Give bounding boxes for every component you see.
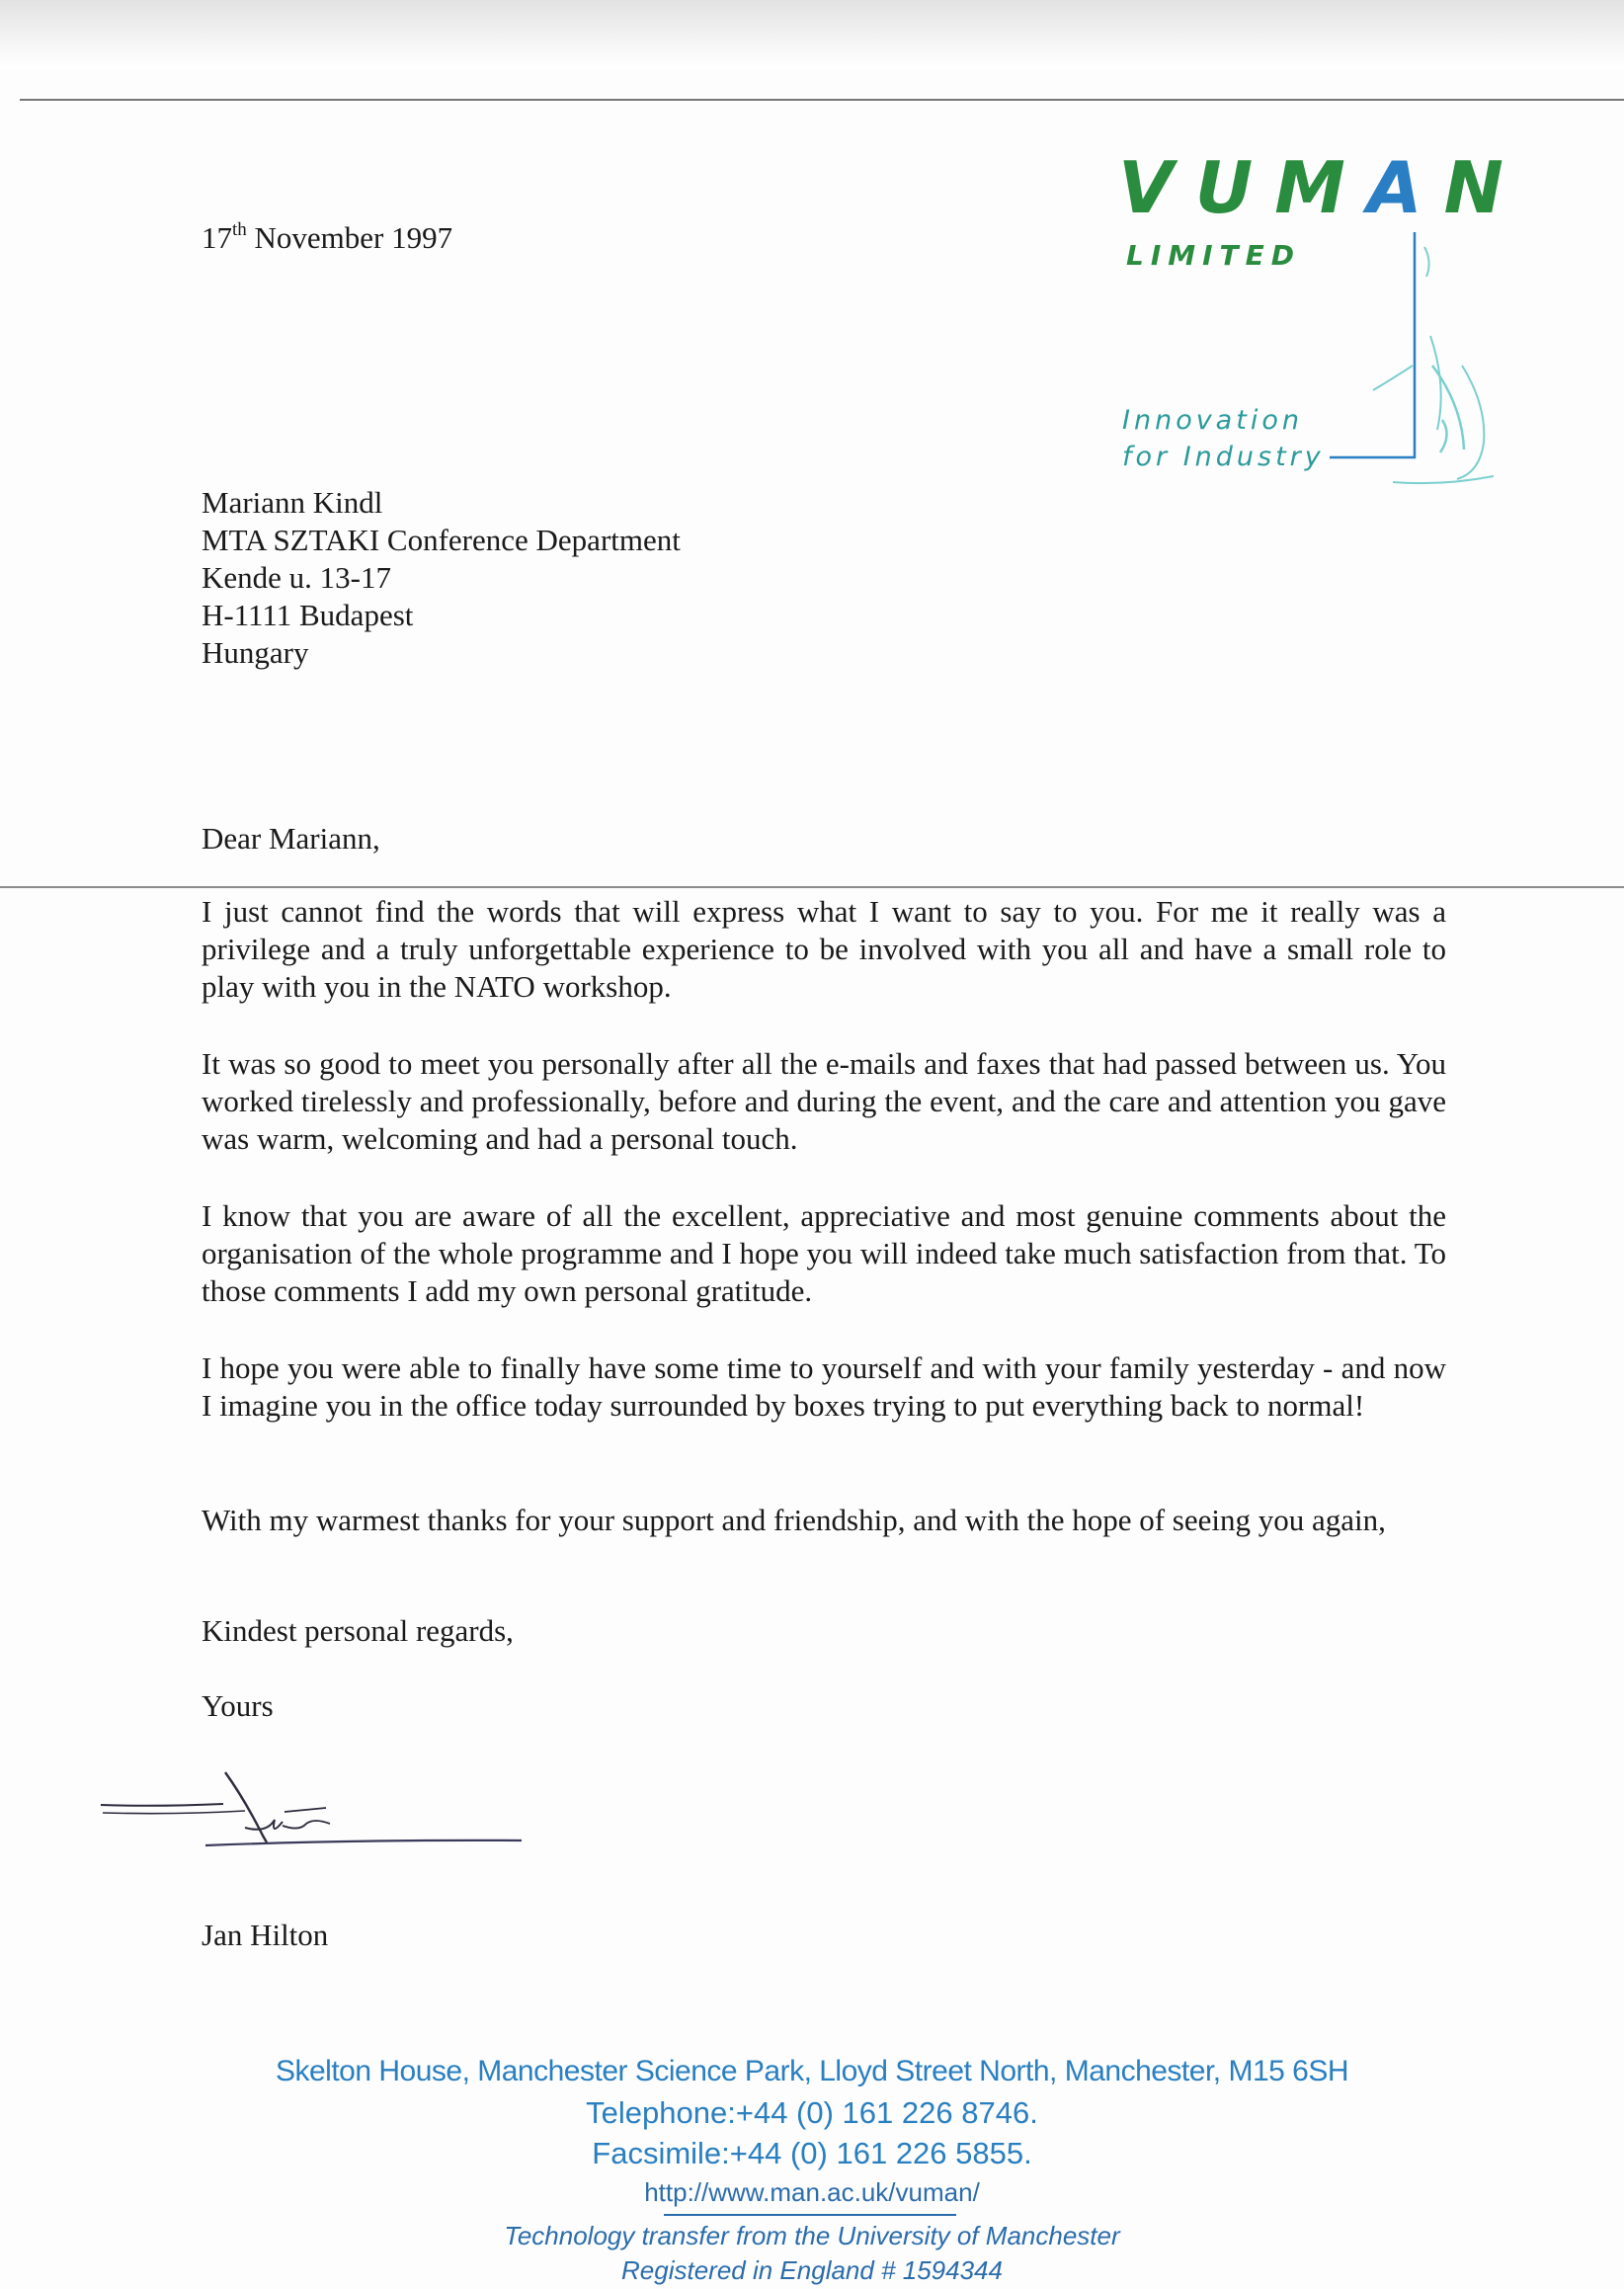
footer-registration: Registered in England # 1594344 bbox=[621, 2255, 1003, 2285]
footer-divider bbox=[664, 2214, 956, 2216]
recipient-name: Mariann Kindl bbox=[202, 485, 383, 520]
company-tagline-line-2: for Industry bbox=[1122, 442, 1325, 472]
date-day: 17 bbox=[202, 220, 232, 255]
fold-line-middle bbox=[0, 886, 1624, 888]
scan-edge-shadow bbox=[0, 0, 1624, 69]
footer-address: Skelton House, Manchester Science Park, Lloyd Street North, Manchester, M15 6SH bbox=[275, 2055, 1349, 2087]
company-logo-subtitle: LIMITED bbox=[1126, 239, 1302, 272]
footer-tagline: Technology transfer from the University of Manchester bbox=[504, 2221, 1120, 2250]
logo-name-end: N bbox=[1443, 146, 1525, 229]
body-paragraph-1: I just cannot find the words that will express what I want to say to you. For me it really was a privilege and a truly unforgettable experience to be involved with you all and have a small role to play with you in the NATO workshop. bbox=[202, 894, 1446, 1004]
handwritten-signature bbox=[97, 1758, 531, 1877]
body-paragraph-5: With my warmest thanks for your support and friendship, and with the hope of seeing you again, bbox=[202, 1503, 1386, 1537]
recipient-street: Kende u. 13-17 bbox=[202, 560, 391, 595]
date-month-year: November 1997 bbox=[246, 220, 453, 255]
recipient-address bbox=[202, 484, 681, 672]
date-ordinal-suffix: th bbox=[232, 219, 247, 240]
body-paragraph-3: I know that you are aware of all the excellent, appreciative and most genuine comments about the organisation of the whole programme and I hope you will indeed take much satisfaction from that. To those comments I add my own personal gratitude. bbox=[202, 1198, 1446, 1308]
body-paragraph-4: I hope you were able to finally have some time to yourself and with your family yesterday - and now I imagine you in the office today surrounded by boxes trying to put everything back to normal! bbox=[202, 1350, 1446, 1423]
logo-name-accent-letter: A bbox=[1366, 146, 1444, 229]
logo-figure-graphic bbox=[1314, 217, 1551, 504]
sign-off: Yours bbox=[202, 1688, 274, 1723]
recipient-city: H-1111 Budapest bbox=[202, 598, 414, 632]
logo-name-start: VUM bbox=[1118, 146, 1367, 229]
footer-facsimile: Facsimile:+44 (0) 161 226 5855. bbox=[592, 2136, 1032, 2170]
recipient-country: Hungary bbox=[202, 635, 309, 670]
footer-website-link[interactable]: http://www.man.ac.uk/vuman/ bbox=[644, 2177, 980, 2207]
fold-line-top bbox=[20, 99, 1624, 101]
company-tagline-line-1: Innovation bbox=[1122, 405, 1303, 436]
recipient-organisation: MTA SZTAKI Conference Department bbox=[202, 523, 681, 557]
signer-name: Jan Hilton bbox=[202, 1918, 329, 1952]
footer-telephone: Telephone:+44 (0) 161 226 8746. bbox=[586, 2095, 1038, 2130]
salutation: Dear Mariann, bbox=[202, 821, 380, 856]
letter-date bbox=[202, 219, 452, 257]
closing-line: Kindest personal regards, bbox=[202, 1613, 514, 1648]
body-paragraph-2: It was so good to meet you personally after all the e-mails and faxes that had passed between us. You worked tirelessly and professionally, before and during the event, and the care and attention you gave was warm, welcoming and had a personal touch. bbox=[202, 1046, 1446, 1156]
